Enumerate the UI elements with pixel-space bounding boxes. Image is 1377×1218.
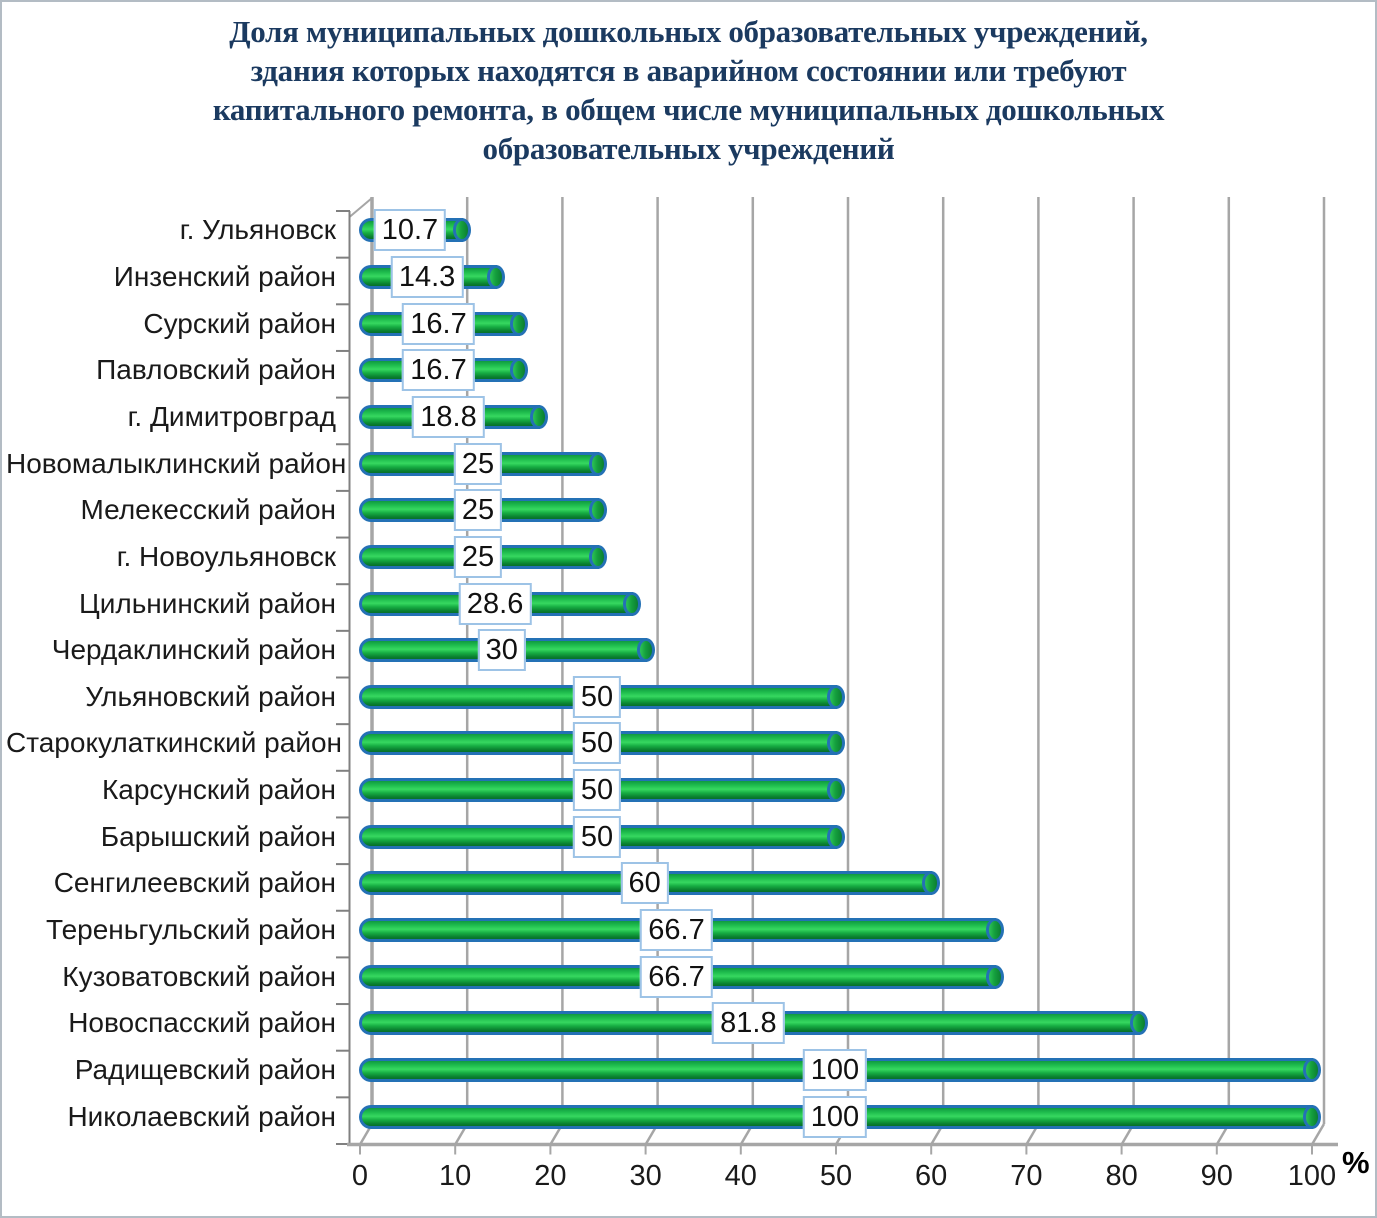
bar-end-cap (510, 312, 528, 336)
value-label: 66.7 (640, 956, 712, 998)
value-label: 100 (803, 1049, 867, 1091)
category-label: г. Новоульяновск (116, 540, 336, 572)
value-label: 18.8 (412, 396, 484, 438)
category-label: Мелекесский район (80, 494, 336, 526)
x-axis-tick-label: 100 (1287, 1160, 1337, 1192)
value-label: 100 (803, 1096, 867, 1138)
x-axis-tick-label: 0 (351, 1160, 369, 1192)
x-axis-tick-label: 70 (1010, 1160, 1043, 1192)
category-label: Радищевский район (74, 1054, 336, 1086)
category-label: Инзенский район (113, 260, 336, 292)
bar-end-cap (589, 452, 607, 476)
category-label: Чердаклинский район (51, 634, 336, 666)
x-axis-tick-label: 20 (534, 1160, 567, 1192)
value-label: 50 (573, 676, 621, 718)
category-label: Сенгилеевский район (53, 867, 336, 899)
category-label: г. Ульяновск (179, 214, 336, 246)
chart-title-line: образовательных учреждений (482, 131, 895, 166)
category-label: Сурский район (143, 307, 336, 339)
x-axis-tick-label: 50 (819, 1160, 853, 1192)
bar-end-cap (1130, 1011, 1148, 1035)
value-label: 10.7 (374, 209, 446, 251)
value-label: 28.6 (459, 583, 531, 625)
value-label: 25 (454, 489, 502, 531)
wall-top-edge (350, 198, 373, 217)
value-label: 50 (573, 816, 621, 858)
bar-end-cap (986, 918, 1004, 942)
bar-end-cap (827, 778, 845, 802)
value-label: 16.7 (402, 349, 474, 391)
chart-title-line: капитального ремонта, в общем числе муниципальных дошкольных (212, 92, 1165, 127)
value-label: 50 (573, 769, 621, 811)
value-label: 81.8 (712, 1002, 784, 1044)
category-label: Кузоватовский район (62, 960, 336, 992)
bar-end-cap (623, 592, 641, 616)
category-label: Карсунский район (101, 774, 336, 806)
value-label: 14.3 (391, 256, 463, 298)
x-axis-tick-label: 10 (439, 1160, 472, 1192)
value-label: 25 (454, 536, 502, 578)
bar-end-cap (453, 218, 471, 242)
x-axis-tick-label: 80 (1105, 1160, 1138, 1192)
value-label: 50 (573, 722, 621, 764)
category-label: Тереньгульский район (46, 914, 336, 946)
bar-end-cap (1303, 1058, 1321, 1082)
chart-title-line: здания которых находятся в аварийном состоянии или требуют (250, 53, 1127, 88)
category-label: Новомалыклинский район (6, 447, 347, 479)
bar-end-cap (530, 405, 548, 429)
value-label: 66.7 (640, 909, 712, 951)
category-label: Цильнинский район (79, 587, 336, 619)
bar-end-cap (986, 965, 1004, 989)
x-axis-unit-label: % (1342, 1145, 1370, 1180)
category-label: Ульяновский район (85, 680, 336, 712)
value-label: 16.7 (402, 303, 474, 345)
category-label: г. Димитровград (127, 400, 336, 432)
category-label: Павловский район (96, 354, 336, 386)
bar-end-cap (589, 545, 607, 569)
bar-end-cap (487, 265, 505, 289)
bar-end-cap (637, 638, 655, 662)
category-label: Барышский район (100, 820, 336, 852)
x-axis-tick-label: 90 (1200, 1160, 1233, 1192)
bar-end-cap (827, 825, 845, 849)
value-label: 60 (620, 862, 668, 904)
bar-end-cap (1303, 1105, 1321, 1129)
x-axis-tick-label: 30 (629, 1160, 662, 1192)
x-axis-tick-label: 60 (915, 1160, 948, 1192)
chart-title-line: Доля муниципальных дошкольных образовательных учреждений, (229, 14, 1148, 49)
category-label: Старокулаткинский район (6, 727, 342, 759)
category-label: Николаевский район (67, 1100, 336, 1132)
bar-end-cap (827, 685, 845, 709)
category-label: Новоспасский район (68, 1007, 336, 1039)
value-label: 30 (478, 629, 526, 671)
value-label: 25 (454, 443, 502, 485)
x-axis-tick-label: 40 (724, 1160, 757, 1192)
